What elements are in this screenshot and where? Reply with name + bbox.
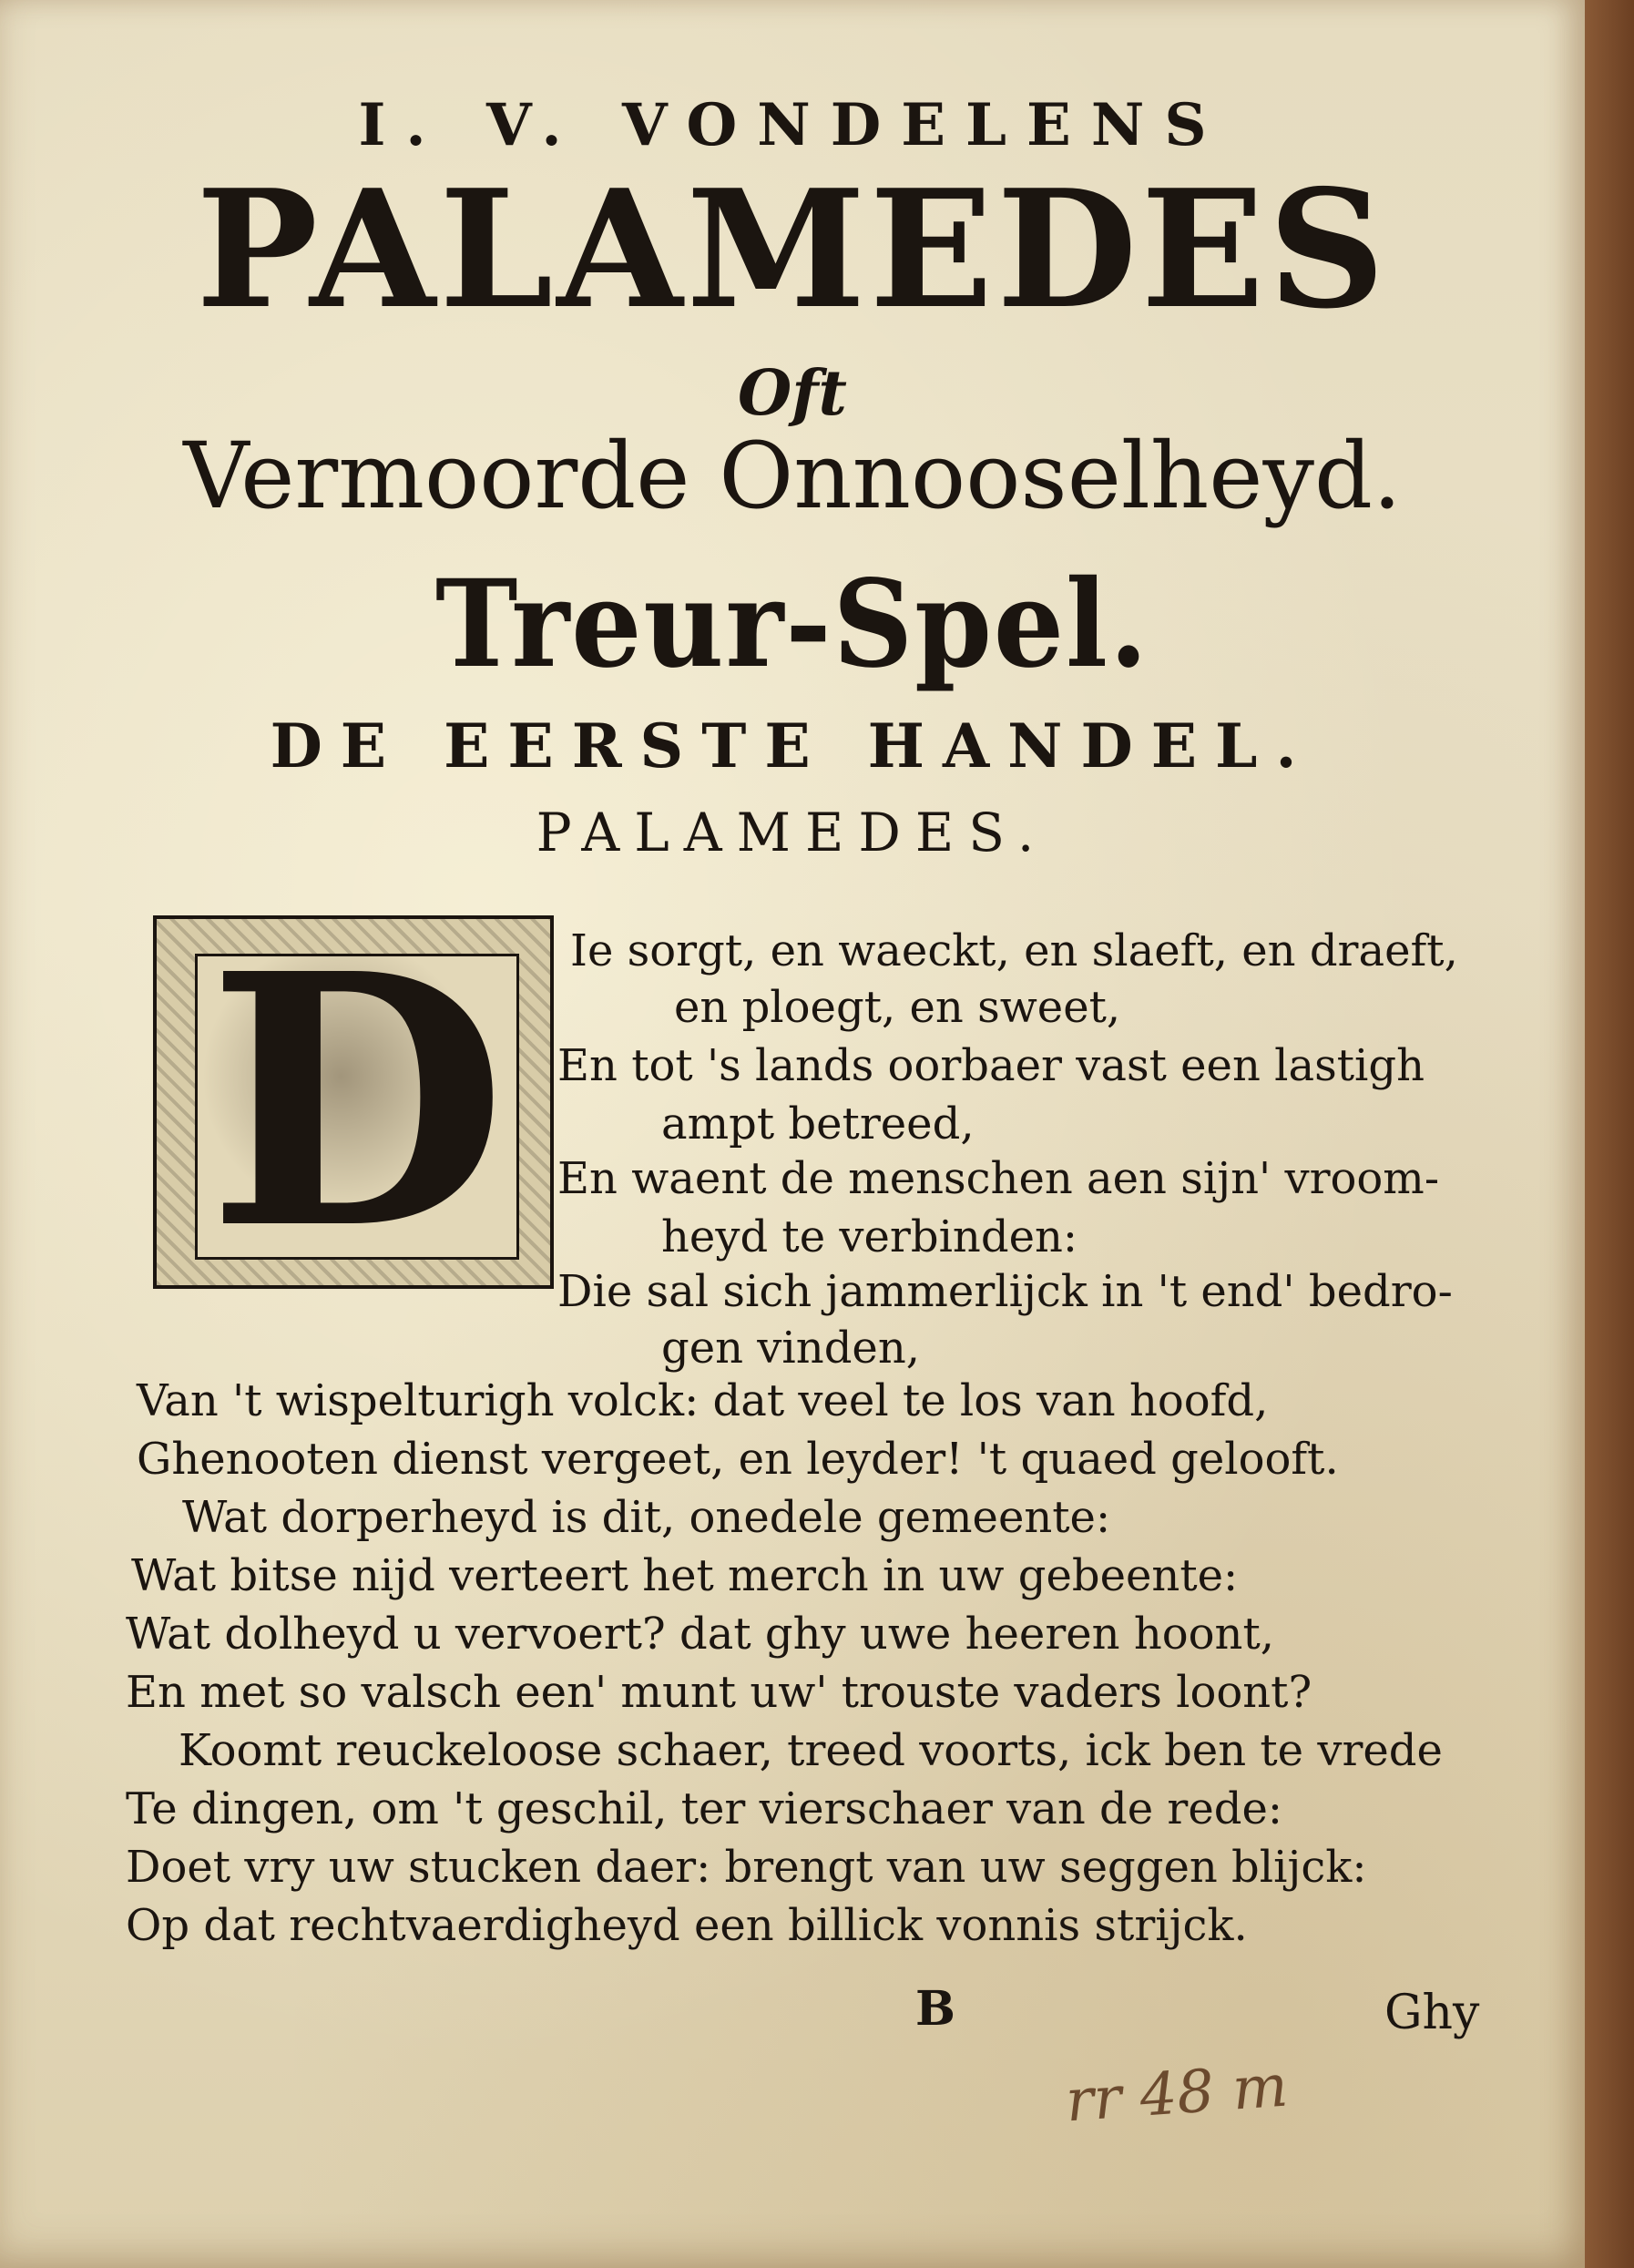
verse-line: Wat bitse nijd verteert het merch in uw gebeente: [131,1550,1239,1601]
verse-line: Van 't wispelturigh volck: dat veel te los van hoofd, [137,1375,1269,1426]
play-subtitle: Vermoorde Onnooselheyd. [183,423,1402,529]
verse-line: En tot 's lands oorbaer vast een lastigh [557,1040,1425,1091]
verse-line: En met so valsch een' munt uw' trouste vaders loont? [126,1667,1312,1718]
play-title: PALAMEDES [196,154,1389,344]
verse-line: Die sal sich jammerlijck in 't end' bedro- [557,1266,1453,1317]
verse-line: Te dingen, om 't geschil, ter vierschaer van de rede: [126,1783,1283,1834]
speaker-name: PALAMEDES. [536,802,1049,863]
decorated-initial [153,898,554,1305]
verse-line: en ploegt, en sweet, [674,982,1121,1033]
act-heading: DE EERSTE HANDEL. [270,710,1315,782]
initial-letter: D [207,898,507,1305]
table-surface [1585,0,1634,2268]
verse-line: heyd te verbinden: [661,1211,1078,1262]
initial-illustration [195,898,519,1305]
title-connector: Oft [738,357,847,430]
verse-line: En waent de menschen aen sijn' vroom- [557,1153,1440,1204]
author-line: I. V. VONDELENS [358,91,1227,159]
verse-line: gen vinden, [661,1323,920,1374]
verse-line: Ie sorgt, en waeckt, en slaeft, en draeft, [570,925,1458,976]
verse-line: Wat dolheyd u vervoert? dat ghy uwe heeren hoont, [126,1609,1275,1660]
verse-line: Koomt reuckeloose schaer, treed voorts, ick ben te vrede [179,1725,1443,1776]
catchword: Ghy [1384,1986,1480,2040]
genre-heading: Treur-Spel. [435,554,1149,695]
signature-mark: B [915,1981,955,2037]
verse-line: Ghenooten dienst vergeet, en leyder! 't quaed gelooft. [137,1434,1339,1485]
verse-line: Wat dorperheyd is dit, onedele gemeente: [182,1492,1111,1543]
verse-line: ampt betreed, [661,1098,975,1149]
handwritten-note: rr 48 m [1063,2052,1291,2136]
verse-line: Doet vry uw stucken daer: brengt van uw seggen blijck: [126,1842,1367,1893]
verse-line: Op dat rechtvaerdigheyd een billick vonnis strijck. [126,1900,1248,1951]
